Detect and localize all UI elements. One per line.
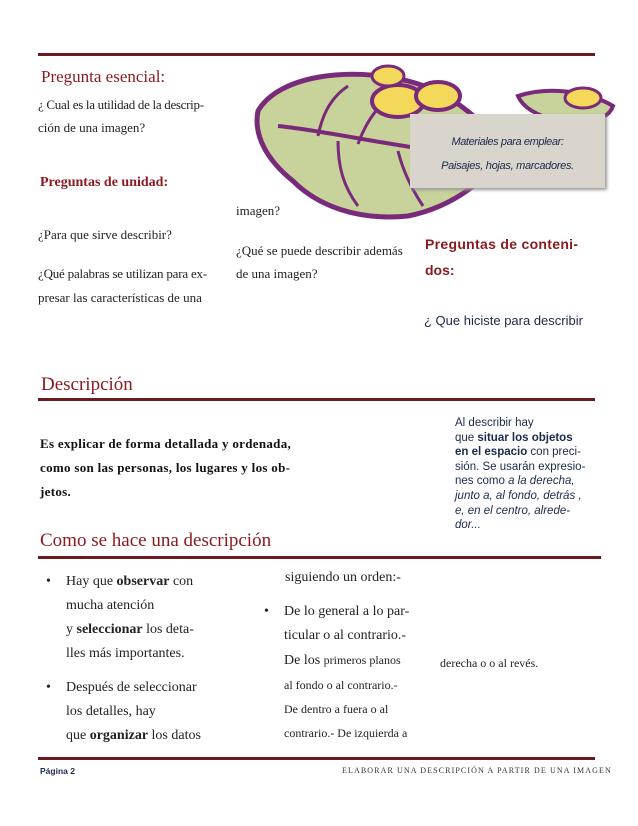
b1-a2: observar — [116, 574, 170, 589]
list-item — [258, 600, 438, 745]
b2-line-1: • Después de seleccionar — [66, 680, 197, 695]
side-line-5-a: nes como — [455, 475, 509, 488]
side-line-3-b: con preci- — [527, 446, 581, 459]
b1-line-1 — [66, 570, 240, 594]
side-line-2-a: que — [455, 431, 478, 444]
side-line-4: sión. Se usarán expresio- — [455, 460, 586, 473]
c2-line-4: al fondo o al contrario.- — [284, 678, 398, 692]
side-line-2 — [455, 431, 605, 446]
content-questions-heading-line-1: Preguntas de conteni- — [425, 236, 579, 252]
b1-line-4: lles más importantes. — [66, 646, 185, 661]
c2-b3a: De los — [284, 653, 324, 668]
c2-line-5: De dentro a fuera o al — [284, 702, 389, 716]
b1-c3: los deta- — [142, 622, 194, 637]
how-to-steps-list-2 — [258, 600, 438, 745]
b1-a1: Hay que — [66, 574, 117, 589]
materials-label: Materiales para emplear: — [451, 136, 564, 148]
b1-line-3 — [66, 618, 240, 642]
definition-line-1: Es explicar de forma detallada y ordenada, — [40, 436, 292, 451]
b1-c1: y — [66, 622, 77, 637]
b2-c3: los datos — [148, 728, 201, 743]
unit-question-2-line-2: presar las características de una — [38, 290, 202, 305]
essential-question-line-2: ción de una imagen? — [38, 120, 146, 135]
side-line-1: Al describir hay — [455, 417, 534, 429]
location-expressions-box — [455, 416, 605, 533]
side-line-5 — [455, 474, 605, 489]
side-line-3-a: en el espacio — [455, 446, 528, 459]
c2-line-1: • De lo general a lo par- — [284, 604, 410, 619]
content-questions-heading-line-2: dos: — [425, 262, 455, 278]
side-line-7: e, en el centro, alrede- — [455, 504, 571, 517]
b2-c1: que — [66, 728, 90, 743]
definition-line-2: como son las personas, los lugares y los ob- — [40, 460, 291, 475]
b2-c2: organizar — [89, 728, 149, 743]
description-rule — [38, 398, 595, 401]
footer-title: ELABORAR UNA DESCRIPCIÓN A PARTIR DE UNA IMAGEN — [342, 766, 612, 775]
page-number: Página 2 — [40, 766, 75, 776]
essential-question-heading: Pregunta esencial: — [41, 67, 166, 86]
side-line-8: dor... — [455, 519, 481, 532]
how-to-heading: Como se hace una descripción — [40, 530, 272, 551]
description-definition — [40, 432, 291, 504]
list-item — [40, 570, 240, 666]
side-line-5-b: a la derecha, — [508, 475, 575, 488]
how-to-steps-list-1 — [40, 570, 240, 748]
unit-question-2-line-1: ¿Qué palabras se utilizan para ex- — [38, 266, 207, 281]
b2-line-2: los detalles, hay — [66, 704, 156, 719]
c2-line-2: ticular o al contrario.- — [284, 628, 407, 643]
side-line-6: junto a, al fondo, detrás , — [455, 489, 582, 502]
b1-c2: seleccionar — [76, 622, 143, 637]
unit-question-1: ¿Para que sirve describir? — [38, 227, 172, 242]
side-line-3 — [455, 445, 605, 460]
content-question-1: ¿ Que hiciste para describir — [424, 313, 583, 328]
essential-question-line-1: ¿ Cual es la utilidad de la descrip- — [38, 97, 204, 112]
description-heading: Descripción — [41, 374, 133, 395]
c2-line-3 — [284, 648, 438, 673]
unit-questions-heading: Preguntas de unidad: — [40, 175, 169, 190]
definition-line-3: jetos. — [40, 484, 72, 499]
c2-b3b: primeros planos — [323, 653, 401, 667]
list-item — [40, 676, 240, 748]
unit-question-3-line-2: de una imagen? — [236, 266, 318, 281]
order-line: siguiendo un orden:- — [285, 570, 401, 585]
reverse-order-line: derecha o o al revés. — [440, 656, 539, 670]
materials-items: Paisajes, hojas, marcadores. — [441, 160, 574, 172]
materials-box — [410, 114, 605, 188]
unit-question-3-line-1: ¿Qué se puede describir además — [236, 243, 403, 258]
unit-question-2-line-3: imagen? — [236, 203, 281, 218]
how-to-rule — [38, 556, 601, 559]
b1-a3: con — [169, 574, 194, 589]
side-line-2-b: situar los objetos — [477, 431, 573, 444]
c2-line-6: contrario.- De izquierda a — [284, 726, 408, 740]
footer-rule — [38, 757, 595, 760]
b1-line-2: mucha atención — [66, 598, 155, 613]
b2-line-3 — [66, 724, 240, 748]
